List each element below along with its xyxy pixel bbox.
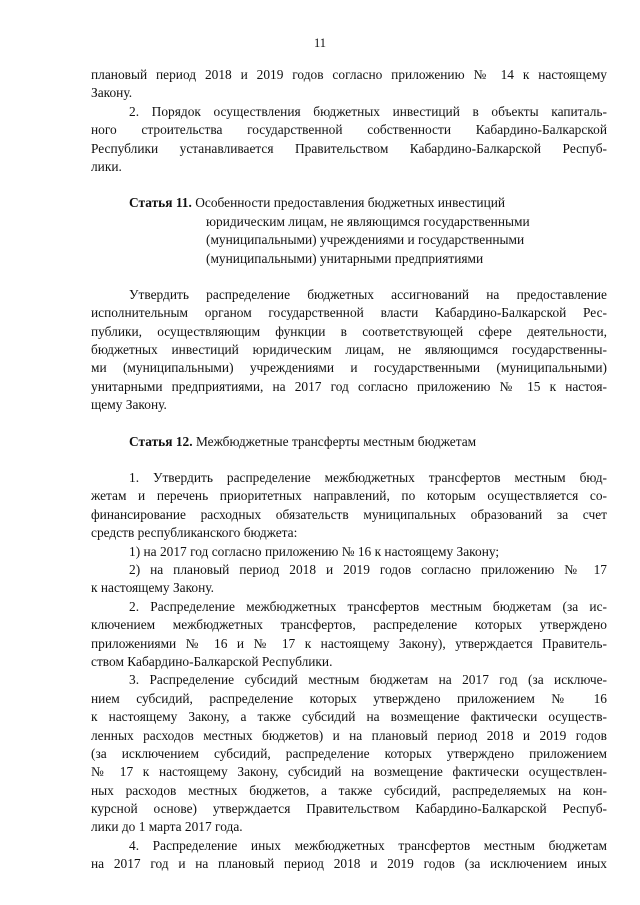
text-line: финансирование расходных обязательств муниципальных образований за счет bbox=[91, 506, 607, 522]
text-line: ного строительства государственной собственности Кабардино-Балкарской bbox=[91, 122, 607, 138]
text-line: лики. bbox=[91, 158, 122, 174]
text-line: ленных расходов местных бюджетов) и на плановый период 2018 и 2019 годов bbox=[91, 727, 607, 743]
text-line: 1. Утвердить распределение межбюджетных трансфертов местным бюд- bbox=[129, 470, 607, 486]
paragraph-12-3 bbox=[91, 671, 607, 837]
text-line: жетам и перечень приоритетных направлений, по которым осуществляется со- bbox=[91, 488, 607, 504]
text-line: № 17 к настоящему Закону, субсидий на возмещение фактически осуществлен- bbox=[91, 764, 607, 780]
text-line: ством Кабардино-Балкарской Республики. bbox=[91, 653, 333, 669]
article-title-line: (муниципальными) унитарными предприятиями bbox=[206, 250, 484, 266]
text-line: исполнительным органом государственной власти Кабардино-Балкарской Рес- bbox=[91, 305, 607, 321]
text-line: (за исключением субсидий, распределение которых утверждено приложением bbox=[91, 745, 607, 761]
page-number: 11 bbox=[313, 36, 327, 50]
text-line: плановый период 2018 и 2019 годов согласно приложению № 14 к настоящему bbox=[91, 67, 607, 82]
article-title-line: (муниципальными) учреждениями и государственными bbox=[206, 232, 525, 248]
list-item: 2) на плановый период 2018 и 2019 годов согласно приложению № 17 bbox=[129, 561, 607, 577]
text-line: приложениями № 16 и № 17 к настоящему Закону), утверждается Правитель- bbox=[91, 635, 607, 651]
text-line: к настоящему Закону. bbox=[91, 580, 214, 596]
text-line: к настоящему Закону, а также субсидий на возмещение фактически осуществ- bbox=[91, 709, 607, 725]
text-line: 3. Распределение субсидий местным бюджетам на 2017 год (за исключе- bbox=[129, 672, 607, 688]
text-line: 2. Распределение межбюджетных трансфертов местным бюджетам (за ис- bbox=[129, 598, 607, 614]
text-line: нием субсидий, распределение которых утверждено приложением № 16 bbox=[91, 690, 607, 706]
article-12-heading bbox=[91, 433, 607, 451]
article-11-label: Статья 11. bbox=[129, 195, 192, 211]
text-line: Республики устанавливается Правительством Кабардино-Балкарской Респуб- bbox=[91, 140, 607, 156]
text-line: 2. Порядок осуществления бюджетных инвестиций в объекты капиталь- bbox=[129, 103, 607, 119]
text-line: публики, осуществляющим функции в соответствующей сфере деятельности, bbox=[91, 323, 607, 339]
article-title-line: юридическим лицам, не являющимся государственными bbox=[206, 213, 530, 229]
text-line: курсной основе) утверждается Правительством Кабардино-Балкарской Респуб- bbox=[91, 801, 607, 817]
text-line: на 2017 год и на плановый период 2018 и 2019 годов (за исключением иных bbox=[91, 856, 607, 872]
text-line: ных расходов местных бюджетов, а также субсидий, распределяемых на кон- bbox=[91, 782, 607, 798]
article-12-label: Статья 12. bbox=[129, 433, 193, 449]
article-12-title: Межбюджетные трансферты местным бюджетам bbox=[195, 433, 477, 449]
paragraph-article-11 bbox=[91, 286, 607, 415]
text-line: щему Закону. bbox=[91, 397, 167, 413]
text-line: лики до 1 марта 2017 года. bbox=[91, 819, 243, 835]
text-line: унитарными предприятиями, на 2017 год согласно приложению № 15 к настоя- bbox=[91, 378, 607, 394]
paragraph-12-2 bbox=[91, 598, 607, 672]
document-body bbox=[91, 66, 607, 874]
paragraph-10-2 bbox=[91, 103, 607, 177]
paragraph-12-1 bbox=[91, 469, 607, 598]
paragraph-continuation bbox=[91, 66, 607, 103]
text-line: средств республиканского бюджета: bbox=[91, 525, 298, 541]
text-line: ключением межбюджетных трансфертов, распределение которых утверждено bbox=[91, 617, 607, 633]
article-11-title: Особенности предоставления бюджетных инвестиций bbox=[195, 195, 506, 211]
text-line: 4. Распределение иных межбюджетных трансфертов местным бюджетам bbox=[129, 837, 607, 853]
text-line: бюджетных инвестиций юридическим лицам, не являющимся государственны- bbox=[91, 342, 607, 358]
paragraph-12-4 bbox=[91, 837, 607, 874]
list-item: 1) на 2017 год согласно приложению № 16 к настоящему Закону; bbox=[129, 543, 500, 559]
text-line: Закону. bbox=[91, 85, 133, 101]
article-11-heading bbox=[91, 194, 607, 268]
text-line: ми (муниципальными) учреждениями и государственными (муниципальными) bbox=[91, 360, 607, 376]
text-line: Утвердить распределение бюджетных ассигнований на предоставление bbox=[129, 286, 607, 302]
